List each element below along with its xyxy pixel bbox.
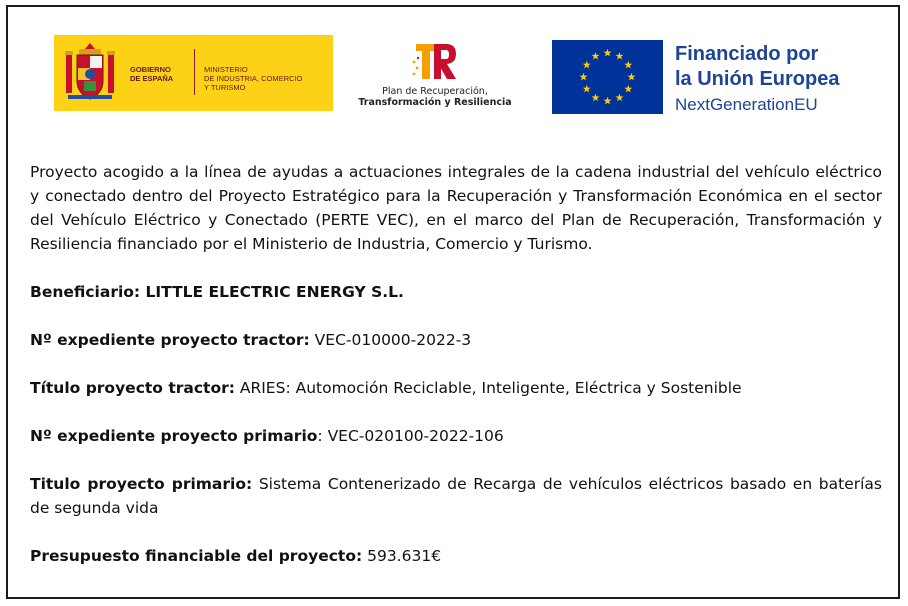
- project-info: [30, 160, 882, 568]
- titulo-tractor-value: ARIES: Automoción Reciclable, Inteligente, Eléctrica y Sostenible: [234, 379, 742, 397]
- expediente-tractor-field: [30, 328, 882, 352]
- gobierno-divider: [194, 49, 195, 95]
- expediente-primario-field: [30, 424, 882, 448]
- eu-line-1: Financiado por: [675, 43, 819, 65]
- ministerio-label: MINISTERIO DE INDUSTRIA, COMERCIO Y TURISMO: [204, 65, 303, 92]
- presupuesto-value: 593.631€: [362, 547, 442, 565]
- plan-line-1: Plan de Recuperación,: [382, 86, 488, 97]
- expediente-tractor-label: Nº expediente proyecto tractor:: [30, 331, 310, 349]
- presupuesto-field: [30, 544, 882, 568]
- eu-line-2: la Unión Europea: [675, 68, 840, 90]
- prtr-mark-icon: [410, 40, 460, 82]
- presupuesto-label: Presupuesto financiable del proyecto:: [30, 547, 363, 565]
- plan-line-2: Transformación y Resiliencia: [358, 97, 512, 108]
- intro-paragraph: Proyecto acogido a la línea de ayudas a actuaciones integrales de la cadena industrial del vehículo eléctrico y conectado dentro del Proyecto Estratégico para la Recuperación y Transformación Económica en el sector del Vehículo Eléctrico y Conectado (PERTE VEC), en el marco del Plan de Recuperación, Transformación y Resiliencia financiado por el Ministerio de Industria, Comercio y Turismo.: [30, 163, 882, 253]
- titulo-tractor-label: Título proyecto tractor:: [30, 379, 235, 397]
- plan-recuperacion-logo: [350, 36, 520, 116]
- plan-recuperacion-text: [350, 86, 520, 108]
- eu-funding-text: [675, 42, 839, 117]
- eu-flag-icon: [552, 40, 663, 114]
- gobierno-label: GOBIERNO DE ESPAÑA: [130, 65, 174, 83]
- titulo-primario-field: [30, 472, 882, 520]
- beneficiario-value: LITTLE ELECTRIC ENERGY S.L.: [145, 283, 404, 301]
- titulo-primario-label: Titulo proyecto primario:: [30, 475, 253, 493]
- titulo-primario-value: Sistema Contenerizado de Recarga de vehículos eléctricos basado en baterías de segunda vida: [30, 475, 882, 517]
- expediente-primario-label: Nº expediente proyecto primario: [30, 427, 318, 445]
- eu-funding-logo: [552, 40, 872, 116]
- eu-line-3: NextGenerationEU: [675, 95, 818, 114]
- beneficiario-label: Beneficiario:: [30, 283, 146, 301]
- gobierno-ministerio-logo: [54, 35, 333, 111]
- coat-of-arms-icon: [64, 41, 116, 105]
- beneficiario-field: [30, 280, 882, 304]
- expediente-primario-value: : VEC-020100-2022-106: [317, 427, 504, 445]
- titulo-tractor-field: [30, 376, 882, 400]
- expediente-tractor-value: VEC-010000-2022-3: [309, 331, 472, 349]
